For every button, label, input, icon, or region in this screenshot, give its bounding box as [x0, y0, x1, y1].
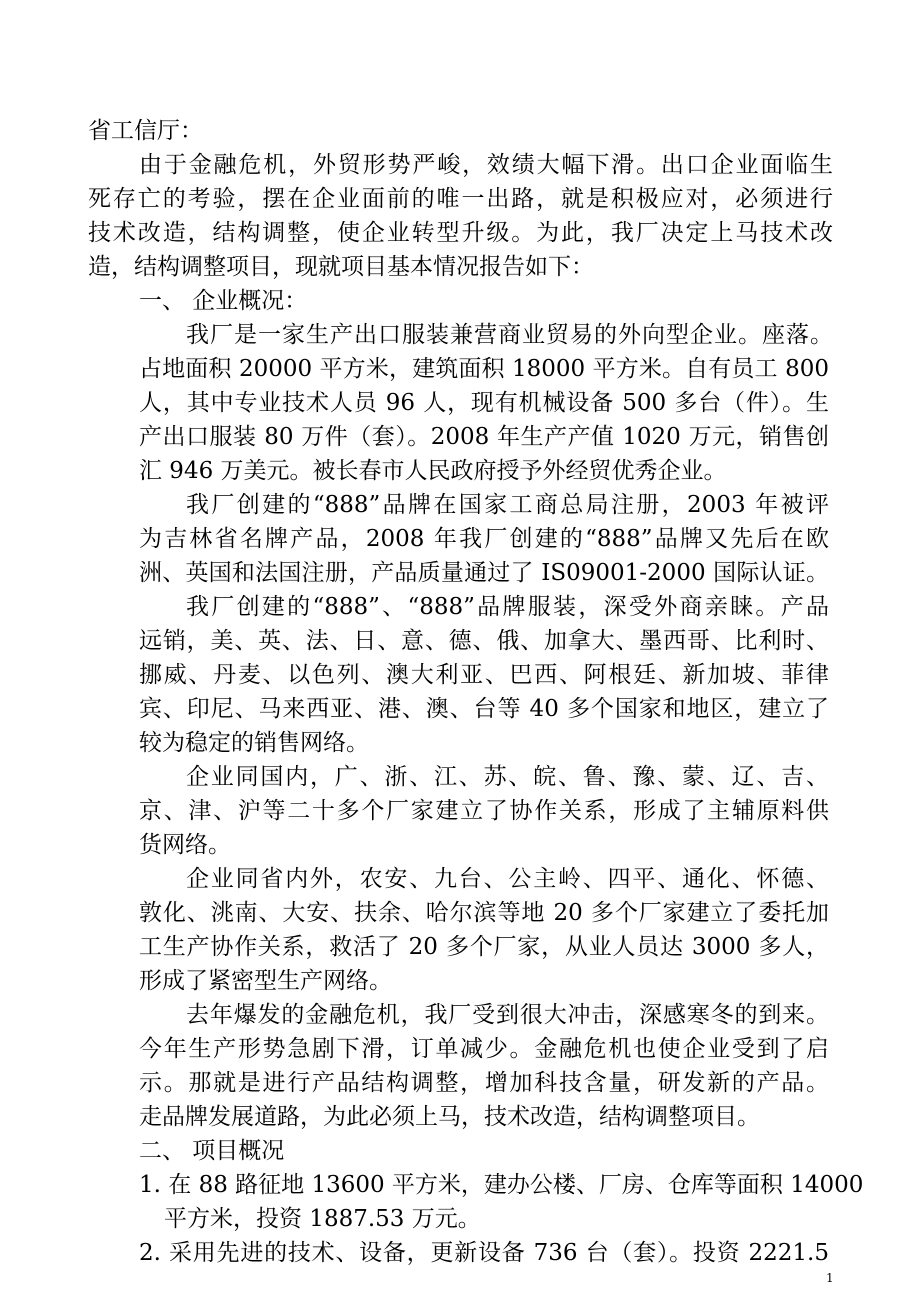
paragraph-line: 产出口服装 80 万件（套）。2008 年生产产值 1020 万元，销售创 [139, 424, 829, 450]
list-item-continuation: 平方米，投资 1887.53 万元。 [164, 1206, 481, 1232]
paragraph-line: 远销，美、英、法、日、意、德、俄、加拿大、墨西哥、比利时、 [139, 628, 829, 654]
paragraph-line: 敦化、洮南、大安、扶余、哈尔滨等地 20 多个厂家建立了委托加 [139, 900, 829, 926]
paragraph-line: 宾、印尼、马来西亚、港、澳、台等 40 多个国家和地区，建立了 [139, 696, 829, 722]
paragraph-line: 示。那就是进行产品结构调整，增加科技含量，研发新的产品。 [139, 1070, 829, 1096]
paragraph-line: 形成了紧密型生产网络。 [139, 968, 392, 994]
paragraph-line: 占地面积 20000 平方米，建筑面积 18000 平方米。自有员工 800 [139, 356, 829, 382]
paragraph-line: 今年生产形势急剧下滑，订单减少。金融危机也使企业受到了启 [139, 1036, 829, 1062]
paragraph-line: 洲、英国和法国注册，产品质量通过了 IS09001-2000 国际认证。 [139, 560, 829, 586]
addressee: 省工信厅： [88, 118, 203, 144]
paragraph-line: 京、津、沪等二十多个厂家建立了协作关系，形成了主辅原料供 [139, 798, 829, 824]
intro-line: 技术改造，结构调整，使企业转型升级。为此，我厂决定上马技术改 [88, 220, 833, 246]
paragraph-line: 我厂创建的“888”品牌在国家工商总局注册，2003 年被评 [186, 492, 829, 518]
list-item: 2. 采用先进的技术、设备，更新设备 736 台（套）。投资 2221.5 [139, 1240, 829, 1266]
paragraph-line: 走品牌发展道路，为此必须上马，技术改造，结构调整项目。 [139, 1104, 760, 1130]
intro-line: 由于金融危机，外贸形势严峻，效绩大幅下滑。出口企业面临生 [139, 152, 833, 178]
intro-line: 造，结构调整项目，现就项目基本情况报告如下： [88, 254, 594, 280]
paragraph-line: 我厂是一家生产出口服装兼营商业贸易的外向型企业。座落。 [186, 322, 833, 348]
paragraph-line: 企业同国内，广、浙、江、苏、皖、鲁、豫、蒙、辽、吉、 [186, 764, 829, 790]
paragraph-line: 挪威、丹麦、以色列、澳大利亚、巴西、阿根廷、新加坡、菲律 [139, 662, 829, 688]
section-heading: 二、 项目概况 [139, 1138, 285, 1164]
paragraph-line: 汇 946 万美元。被长春市人民政府授予外经贸优秀企业。 [139, 458, 727, 484]
page-number: 1 [826, 1271, 834, 1285]
paragraph-line: 去年爆发的金融危机，我厂受到很大冲击，深感寒冬的到来。 [186, 1002, 829, 1028]
paragraph-line: 为吉林省名牌产品，2008 年我厂创建的“888”品牌又先后在欧 [139, 526, 829, 552]
paragraph-line: 人，其中专业技术人员 96 人，现有机械设备 500 多台（件）。生 [139, 390, 829, 416]
paragraph-line: 较为稳定的销售网络。 [139, 730, 369, 756]
list-item: 1. 在 88 路征地 13600 平方米，建办公楼、厂房、仓库等面积 14000 [139, 1172, 864, 1198]
paragraph-line: 工生产协作关系，救活了 20 多个厂家，从业人员达 3000 多人， [139, 934, 829, 960]
paragraph-line: 货网络。 [139, 832, 231, 858]
section-heading: 一、 企业概况： [139, 288, 308, 314]
paragraph-line: 我厂创建的“888”、“888”品牌服装，深受外商亲睐。产品 [186, 594, 829, 620]
paragraph-line: 企业同省内外，农安、九台、公主岭、四平、通化、怀德、 [186, 866, 829, 892]
intro-line: 死存亡的考验，摆在企业面前的唯一出路，就是积极应对，必须进行 [88, 186, 833, 212]
